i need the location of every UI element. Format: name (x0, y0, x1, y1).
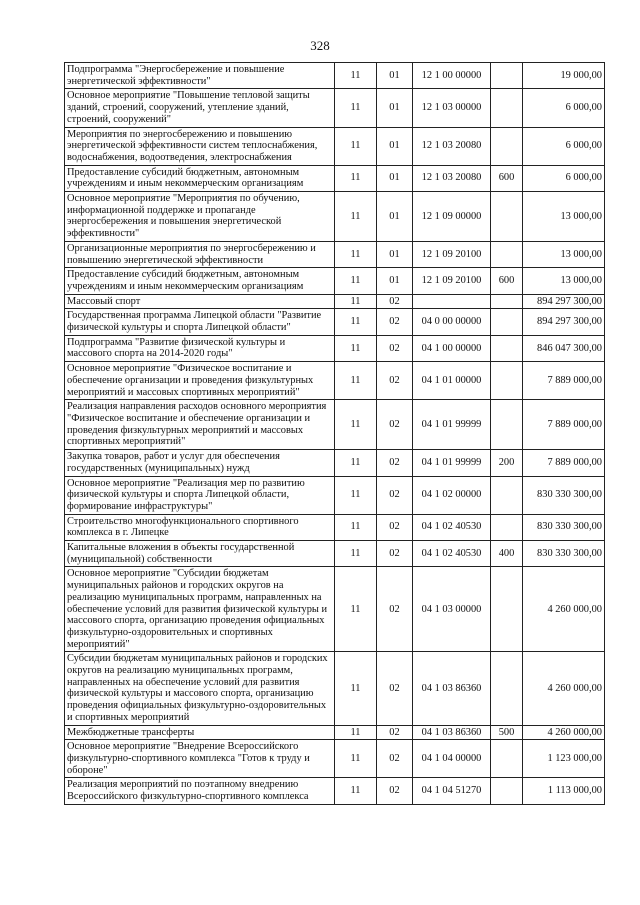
row-section-cell: 11 (335, 476, 377, 514)
row-section-cell: 11 (335, 725, 377, 740)
row-subsection-cell: 02 (377, 400, 413, 450)
row-expense-type-cell (491, 127, 523, 165)
row-name-cell: Предоставление субсидий бюджетным, автономным учреждениям и иным некоммерческим организациям (65, 165, 335, 191)
row-expense-type-cell (491, 514, 523, 540)
row-name-cell: Основное мероприятие "Субсидии бюджетам муниципальных районов и городских округов на реализацию муниципальных программ, направленных на обеспечение условий для развития физической культуры и массового спорта, организацию проведения официальных физкультурно-оздоровительных и спортивных мероприятий" (65, 567, 335, 652)
row-expense-type-cell (491, 476, 523, 514)
row-target-article-cell: 12 1 03 20080 (413, 127, 491, 165)
row-subsection-cell: 02 (377, 725, 413, 740)
row-subsection-cell: 02 (377, 541, 413, 567)
row-subsection-cell: 02 (377, 450, 413, 476)
row-section-cell: 11 (335, 294, 377, 309)
table-row (65, 294, 605, 309)
row-amount-cell: 1 113 000,00 (523, 778, 605, 804)
row-target-article-cell: 04 1 00 00000 (413, 335, 491, 361)
row-target-article-cell: 04 1 04 00000 (413, 740, 491, 778)
row-expense-type-cell (491, 192, 523, 242)
row-amount-cell: 830 330 300,00 (523, 514, 605, 540)
row-name-cell: Закупка товаров, работ и услуг для обеспечения государственных (муниципальных) нужд (65, 450, 335, 476)
row-amount-cell: 830 330 300,00 (523, 476, 605, 514)
row-target-article-cell (413, 294, 491, 309)
row-name-cell: Субсидии бюджетам муниципальных районов и городских округов на реализацию муниципальных программ, направленных на обеспечение условий для развития физической культуры и массового спорта, организацию проведения официальных физкультурно-оздоровительных и спортивных мероприятий (65, 652, 335, 725)
row-expense-type-cell: 600 (491, 268, 523, 294)
row-name-cell: Основное мероприятие "Физическое воспитание и обеспечение организации и проведения физкультурных мероприятий и массовых спортивных мероприятий" (65, 362, 335, 400)
row-amount-cell: 894 297 300,00 (523, 294, 605, 309)
row-name-cell: Строительство многофункционального спортивного комплекса в г. Липецке (65, 514, 335, 540)
row-subsection-cell: 02 (377, 740, 413, 778)
table-row (65, 362, 605, 400)
row-section-cell: 11 (335, 567, 377, 652)
row-name-cell: Предоставление субсидий бюджетным, автономным учреждениям и иным некоммерческим организациям (65, 268, 335, 294)
row-expense-type-cell (491, 309, 523, 335)
row-target-article-cell: 04 1 02 00000 (413, 476, 491, 514)
row-amount-cell: 7 889 000,00 (523, 362, 605, 400)
table-row (65, 652, 605, 725)
row-subsection-cell: 02 (377, 514, 413, 540)
row-name-cell: Подпрограмма "Развитие физической культуры и массового спорта на 2014-2020 годы" (65, 335, 335, 361)
row-name-cell: Массовый спорт (65, 294, 335, 309)
row-name-cell: Государственная программа Липецкой области "Развитие физической культуры и спорта Липецкой области" (65, 309, 335, 335)
row-subsection-cell: 02 (377, 362, 413, 400)
row-target-article-cell: 12 1 09 20100 (413, 241, 491, 267)
table-row (65, 335, 605, 361)
row-subsection-cell: 02 (377, 778, 413, 804)
budget-table-body (65, 63, 605, 805)
row-name-cell: Мероприятия по энергосбережению и повышению энергетической эффективности систем теплоснабжения, водоснабжения, водоотведения, электроснабжения (65, 127, 335, 165)
table-row (65, 127, 605, 165)
row-subsection-cell: 01 (377, 89, 413, 127)
page-number: 328 (310, 38, 330, 53)
row-target-article-cell: 12 1 00 00000 (413, 63, 491, 89)
table-row (65, 309, 605, 335)
row-target-article-cell: 12 1 09 20100 (413, 268, 491, 294)
row-section-cell: 11 (335, 192, 377, 242)
row-amount-cell: 13 000,00 (523, 268, 605, 294)
row-expense-type-cell (491, 362, 523, 400)
row-section-cell: 11 (335, 652, 377, 725)
table-row (65, 778, 605, 804)
table-row (65, 89, 605, 127)
row-subsection-cell: 01 (377, 241, 413, 267)
budget-table (64, 62, 605, 805)
row-target-article-cell: 12 1 03 00000 (413, 89, 491, 127)
table-row (65, 740, 605, 778)
table-row (65, 514, 605, 540)
row-name-cell: Организационные мероприятия по энергосбережению и повышению энергетической эффективности (65, 241, 335, 267)
row-subsection-cell: 01 (377, 192, 413, 242)
row-section-cell: 11 (335, 778, 377, 804)
row-amount-cell: 6 000,00 (523, 89, 605, 127)
row-subsection-cell: 02 (377, 294, 413, 309)
row-section-cell: 11 (335, 127, 377, 165)
row-target-article-cell: 04 0 00 00000 (413, 309, 491, 335)
row-name-cell: Подпрограмма "Энергосбережение и повышение энергетической эффективности" (65, 63, 335, 89)
row-section-cell: 11 (335, 400, 377, 450)
row-target-article-cell: 04 1 03 86360 (413, 652, 491, 725)
row-subsection-cell: 01 (377, 127, 413, 165)
row-subsection-cell: 01 (377, 63, 413, 89)
row-expense-type-cell: 200 (491, 450, 523, 476)
row-subsection-cell: 01 (377, 268, 413, 294)
row-target-article-cell: 04 1 01 00000 (413, 362, 491, 400)
table-row (65, 268, 605, 294)
row-amount-cell: 894 297 300,00 (523, 309, 605, 335)
row-subsection-cell: 02 (377, 335, 413, 361)
row-expense-type-cell: 600 (491, 165, 523, 191)
table-row (65, 63, 605, 89)
row-target-article-cell: 04 1 03 86360 (413, 725, 491, 740)
table-row (65, 476, 605, 514)
row-amount-cell: 6 000,00 (523, 127, 605, 165)
row-amount-cell: 830 330 300,00 (523, 541, 605, 567)
row-expense-type-cell (491, 89, 523, 127)
table-row (65, 192, 605, 242)
table-row (65, 450, 605, 476)
table-row (65, 725, 605, 740)
row-section-cell: 11 (335, 514, 377, 540)
row-section-cell: 11 (335, 450, 377, 476)
row-subsection-cell: 02 (377, 309, 413, 335)
row-target-article-cell: 04 1 01 99999 (413, 450, 491, 476)
row-target-article-cell: 04 1 02 40530 (413, 541, 491, 567)
row-name-cell: Основное мероприятие "Реализация мер по развитию физической культуры и спорта Липецкой области, формирование инфраструктуры" (65, 476, 335, 514)
row-expense-type-cell: 500 (491, 725, 523, 740)
row-expense-type-cell (491, 567, 523, 652)
row-section-cell: 11 (335, 362, 377, 400)
row-target-article-cell: 04 1 02 40530 (413, 514, 491, 540)
row-name-cell: Реализация направления расходов основного мероприятия "Физическое воспитание и обеспечение организации и проведения физкультурных мероприятий и массовых спортивных мероприятий" (65, 400, 335, 450)
row-subsection-cell: 02 (377, 567, 413, 652)
row-expense-type-cell (491, 63, 523, 89)
row-amount-cell: 13 000,00 (523, 192, 605, 242)
row-expense-type-cell (491, 294, 523, 309)
row-amount-cell: 4 260 000,00 (523, 725, 605, 740)
table-row (65, 241, 605, 267)
row-name-cell: Реализация мероприятий по поэтапному внедрению Всероссийского физкультурно-спортивного комплекса (65, 778, 335, 804)
row-target-article-cell: 04 1 01 99999 (413, 400, 491, 450)
row-amount-cell: 4 260 000,00 (523, 567, 605, 652)
row-section-cell: 11 (335, 268, 377, 294)
row-section-cell: 11 (335, 63, 377, 89)
row-section-cell: 11 (335, 541, 377, 567)
table-row (65, 165, 605, 191)
row-amount-cell: 6 000,00 (523, 165, 605, 191)
row-amount-cell: 7 889 000,00 (523, 450, 605, 476)
row-amount-cell: 13 000,00 (523, 241, 605, 267)
row-subsection-cell: 02 (377, 652, 413, 725)
row-target-article-cell: 12 1 09 00000 (413, 192, 491, 242)
row-expense-type-cell (491, 740, 523, 778)
row-name-cell: Основное мероприятие "Мероприятия по обучению, информационной поддержке и пропаганде энергосбережения и повышения энергетической эффективности" (65, 192, 335, 242)
row-name-cell: Основное мероприятие "Внедрение Всероссийского физкультурно-спортивного комплекса "Готов к труду и обороне" (65, 740, 335, 778)
row-amount-cell: 1 123 000,00 (523, 740, 605, 778)
row-section-cell: 11 (335, 740, 377, 778)
row-expense-type-cell (491, 652, 523, 725)
row-section-cell: 11 (335, 165, 377, 191)
row-expense-type-cell (491, 778, 523, 804)
row-section-cell: 11 (335, 309, 377, 335)
row-expense-type-cell (491, 400, 523, 450)
table-row (65, 541, 605, 567)
row-subsection-cell: 02 (377, 476, 413, 514)
table-row (65, 567, 605, 652)
row-expense-type-cell (491, 241, 523, 267)
table-row (65, 400, 605, 450)
row-target-article-cell: 04 1 03 00000 (413, 567, 491, 652)
row-section-cell: 11 (335, 335, 377, 361)
row-name-cell: Межбюджетные трансферты (65, 725, 335, 740)
row-amount-cell: 846 047 300,00 (523, 335, 605, 361)
row-target-article-cell: 12 1 03 20080 (413, 165, 491, 191)
row-name-cell: Капитальные вложения в объекты государственной (муниципальной) собственности (65, 541, 335, 567)
row-section-cell: 11 (335, 241, 377, 267)
row-section-cell: 11 (335, 89, 377, 127)
row-expense-type-cell: 400 (491, 541, 523, 567)
row-amount-cell: 19 000,00 (523, 63, 605, 89)
row-amount-cell: 7 889 000,00 (523, 400, 605, 450)
row-name-cell: Основное мероприятие "Повышение тепловой защиты зданий, строений, сооружений, утепление зданий, строений, сооружений" (65, 89, 335, 127)
row-subsection-cell: 01 (377, 165, 413, 191)
row-amount-cell: 4 260 000,00 (523, 652, 605, 725)
row-expense-type-cell (491, 335, 523, 361)
row-target-article-cell: 04 1 04 51270 (413, 778, 491, 804)
